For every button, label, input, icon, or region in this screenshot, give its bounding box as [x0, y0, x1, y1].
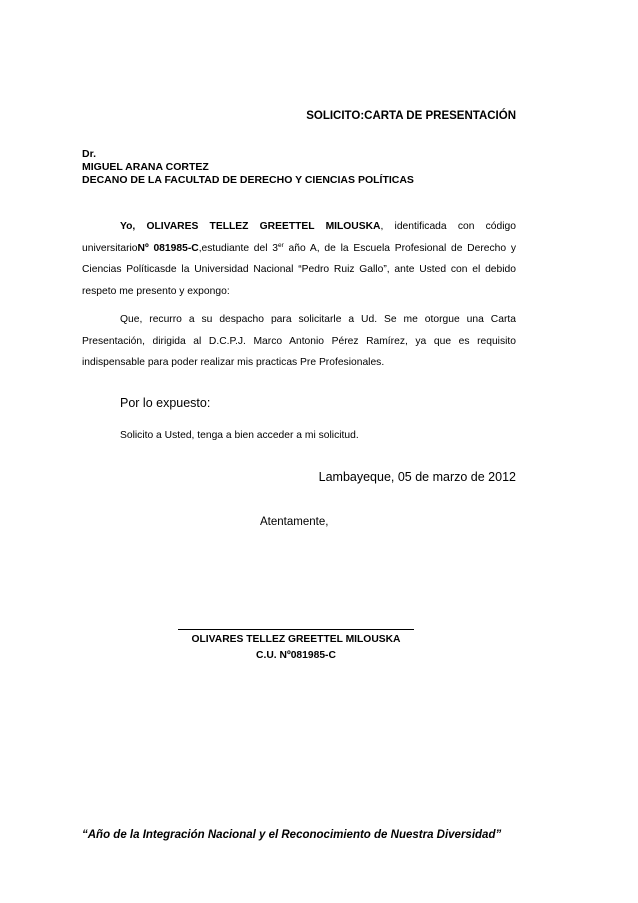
student-name: OLIVARES TELLEZ GREETTEL MILOUSKA	[146, 221, 381, 232]
intro-after-name: , identificada con código universitario	[82, 221, 516, 254]
request-text: Que, recurro a su despacho para solicitarle a Ud. Se me otorgue una Carta Presentación, dirigida al D.C.P.J. Marco Antonio Pérez Ramírez, ya que es requisito indispensable para poder realizar mis practicas Pre Profesionales.	[82, 314, 516, 369]
signature-line	[178, 629, 414, 630]
por-lo-expuesto: Por lo expuesto:	[120, 396, 211, 410]
paragraph-introduction	[82, 216, 516, 303]
addressee-name: MIGUEL ARANA CORTEZ	[82, 161, 209, 173]
signature-code: C.U. Nº081985-C	[256, 650, 336, 661]
student-code: Nº 081985-C	[137, 242, 199, 254]
addressee-position: DECANO DE LA FACULTAD DE DERECHO Y CIENCIAS POLÍTICAS	[82, 174, 414, 186]
ordinal-superscript: er	[278, 241, 284, 249]
place-date: Lambayeque, 05 de marzo de 2012	[318, 470, 516, 484]
addressee-title: Dr.	[82, 148, 97, 160]
closing: Atentamente,	[260, 516, 329, 528]
document-subject: SOLICITO:CARTA DE PRESENTACIÓN	[306, 110, 516, 122]
footer-motto: “Año de la Integración Nacional y el Reconocimiento de Nuestra Diversidad”	[82, 829, 502, 841]
solicito-line: Solicito a Usted, tenga a bien acceder a mi solicitud.	[120, 430, 359, 441]
intro-after-sup: año A, de la Escuela Profesional de Derecho y Ciencias Políticasde la Universidad Nacional “Pedro Ruiz Gallo”, ante Usted con el debido respeto me presento y expongo:	[82, 242, 516, 298]
addressee-block	[82, 148, 414, 187]
paragraph-request	[82, 309, 516, 374]
signature-name: OLIVARES TELLEZ GREETTEL MILOUSKA	[191, 634, 401, 645]
intro-before-sup: ,estudiante del 3	[198, 242, 279, 254]
intro-yo: Yo,	[120, 221, 136, 232]
